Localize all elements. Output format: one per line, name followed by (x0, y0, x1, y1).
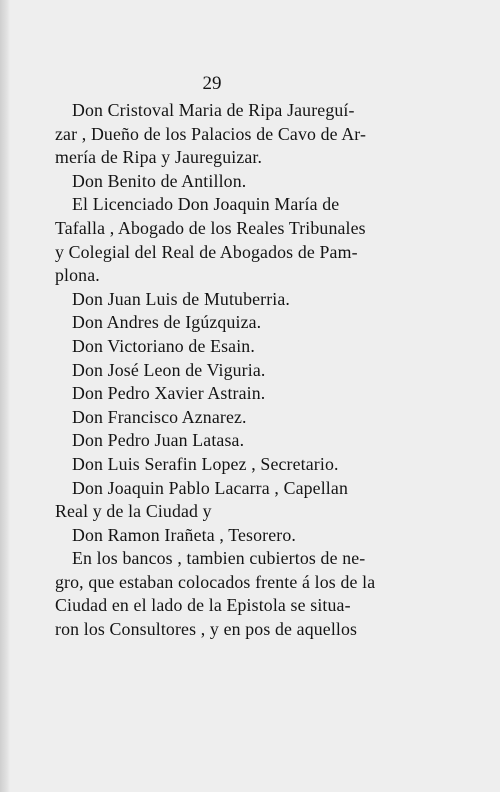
text-line-20: En los bancos , tambien cubiertos de ne- (72, 548, 366, 569)
body-text (55, 99, 425, 642)
text-line-13: Don Pedro Xavier Astrain. (72, 383, 266, 404)
page-number: 29 (202, 73, 222, 94)
text-line-19: Don Ramon Irañeta , Tesorero. (72, 524, 296, 545)
text-line-1: Don Cristoval Maria de Ripa Jaureguí- (72, 100, 355, 120)
text-line-5: El Licenciado Don Joaquin María de (72, 194, 340, 215)
text-line-15: Don Pedro Juan Latasa. (72, 430, 245, 451)
text-line-3: mería de Ripa y Jaureguizar. (55, 147, 263, 168)
text-line-18: Real y de la Ciudad y (55, 501, 212, 522)
text-line-14: Don Francisco Aznarez. (72, 406, 247, 427)
text-line-9: Don Juan Luis de Mutuberria. (72, 288, 291, 309)
text-line-12: Don José Leon de Viguria. (72, 359, 266, 380)
text-line-11: Don Victoriano de Esain. (72, 335, 255, 356)
text-line-16: Don Luis Serafin Lopez , Secretario. (72, 453, 339, 474)
text-line-8: plona. (55, 265, 100, 286)
text-line-7: y Colegial del Real de Abogados de Pam- (55, 241, 358, 262)
text-line-6: Tafalla , Abogado de los Reales Tribunales (55, 217, 366, 238)
text-line-23: ron los Consultores , y en pos de aquellos (55, 619, 358, 640)
text-line-10: Don Andres de Igúzquiza. (72, 312, 262, 333)
text-line-21: gro, que estaban colocados frente á los de la (55, 571, 376, 592)
text-line-22: Ciudad en el lado de la Epistola se situa- (55, 595, 351, 616)
text-line-2: zar , Dueño de los Palacios de Cavo de Ar- (55, 123, 367, 144)
text-line-4: Don Benito de Antillon. (72, 170, 247, 191)
text-line-17: Don Joaquin Pablo Lacarra , Capellan (72, 477, 348, 498)
